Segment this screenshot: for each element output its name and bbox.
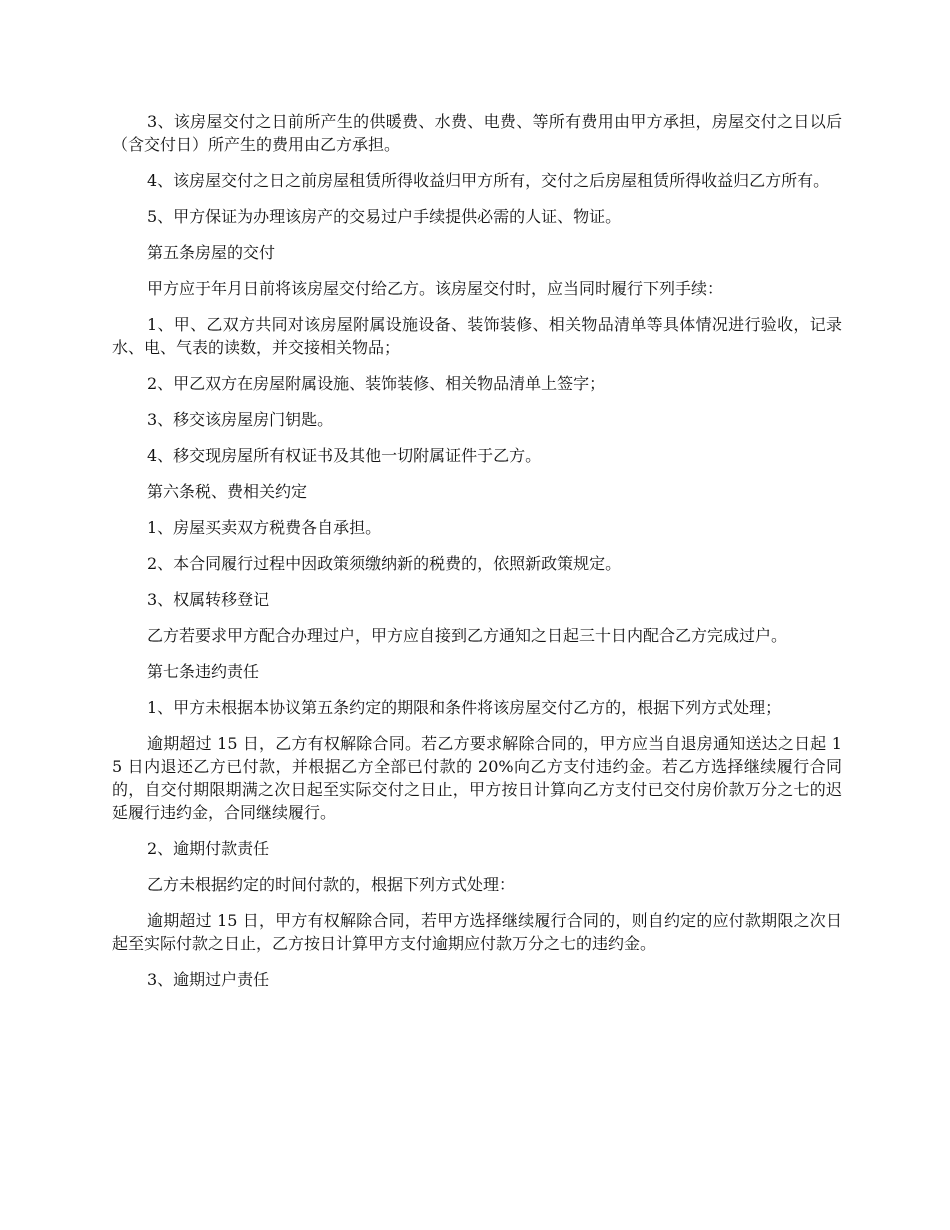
clause-utility-fees: 3、该房屋交付之日前所产生的供暖费、水费、电费、等所有费用由甲方承担，房屋交付之日以后（含交付日）所产生的费用由乙方承担。 bbox=[112, 112, 842, 154]
article-7-delivery-penalty: 逾期超过 15 日，乙方有权解除合同。若乙方要求解除合同的，甲方应当自退房通知送达之日起 15 日内退还乙方已付款，并根据乙方全部已付款的 20%向乙方支付违约金。若乙方选择继续履行合同的，自交付期限期满之次日起至实际交付之日止，甲方按日计算向乙方支付已交付房价款万分之七的迟延履行违约金，合同继续履行。 bbox=[112, 734, 842, 822]
article-7-item-2: 2、逾期付款责任 bbox=[147, 839, 270, 858]
article-7-item-1: 1、甲方未根据本协议第五条约定的期限和条件将该房屋交付乙方的，根据下列方式处理； bbox=[147, 698, 782, 717]
article-7-payment-intro: 乙方未根据约定的时间付款的，根据下列方式处理： bbox=[147, 875, 516, 894]
article-7-heading: 第七条违约责任 bbox=[147, 662, 260, 681]
clause-transfer-evidence: 5、甲方保证为办理该房产的交易过户手续提供必需的人证、物证。 bbox=[147, 207, 622, 226]
article-5-heading: 第五条房屋的交付 bbox=[147, 243, 276, 262]
article-6-transfer-text: 乙方若要求甲方配合办理过户，甲方应自接到乙方通知之日起三十日内配合乙方完成过户。 bbox=[147, 626, 788, 645]
article-5-intro: 甲方应于年月日前将该房屋交付给乙方。该房屋交付时，应当同时履行下列手续： bbox=[147, 279, 724, 298]
clause-rental-income: 4、该房屋交付之日之前房屋租赁所得收益归甲方所有，交付之后房屋租赁所得收益归乙方所有。 bbox=[147, 171, 830, 190]
article-6-item-2: 2、本合同履行过程中因政策须缴纳新的税费的，依照新政策规定。 bbox=[147, 554, 622, 573]
article-5-item-4: 4、移交现房屋所有权证书及其他一切附属证件于乙方。 bbox=[147, 446, 542, 465]
article-5-item-1: 1、甲、乙双方共同对该房屋附属设施设备、装饰装修、相关物品清单等具体情况进行验收，记录水、电、气表的读数，并交接相关物品； bbox=[112, 315, 842, 357]
article-7-payment-penalty: 逾期超过 15 日，甲方有权解除合同，若甲方选择继续履行合同的，则自约定的应付款期限之次日起至实际付款之日止，乙方按日计算甲方支付逾期应付款万分之七的违约金。 bbox=[112, 911, 842, 953]
article-6-item-1: 1、房屋买卖双方税费各自承担。 bbox=[147, 518, 382, 537]
article-7-item-3: 3、逾期过户责任 bbox=[147, 970, 270, 989]
article-5-item-3: 3、移交该房屋房门钥匙。 bbox=[147, 410, 334, 429]
article-5-item-2: 2、甲乙双方在房屋附属设施、装饰装修、相关物品清单上签字； bbox=[147, 374, 606, 393]
article-6-item-3: 3、权属转移登记 bbox=[147, 590, 270, 609]
article-6-heading: 第六条税、费相关约定 bbox=[147, 482, 308, 501]
document-body bbox=[112, 110, 842, 1004]
